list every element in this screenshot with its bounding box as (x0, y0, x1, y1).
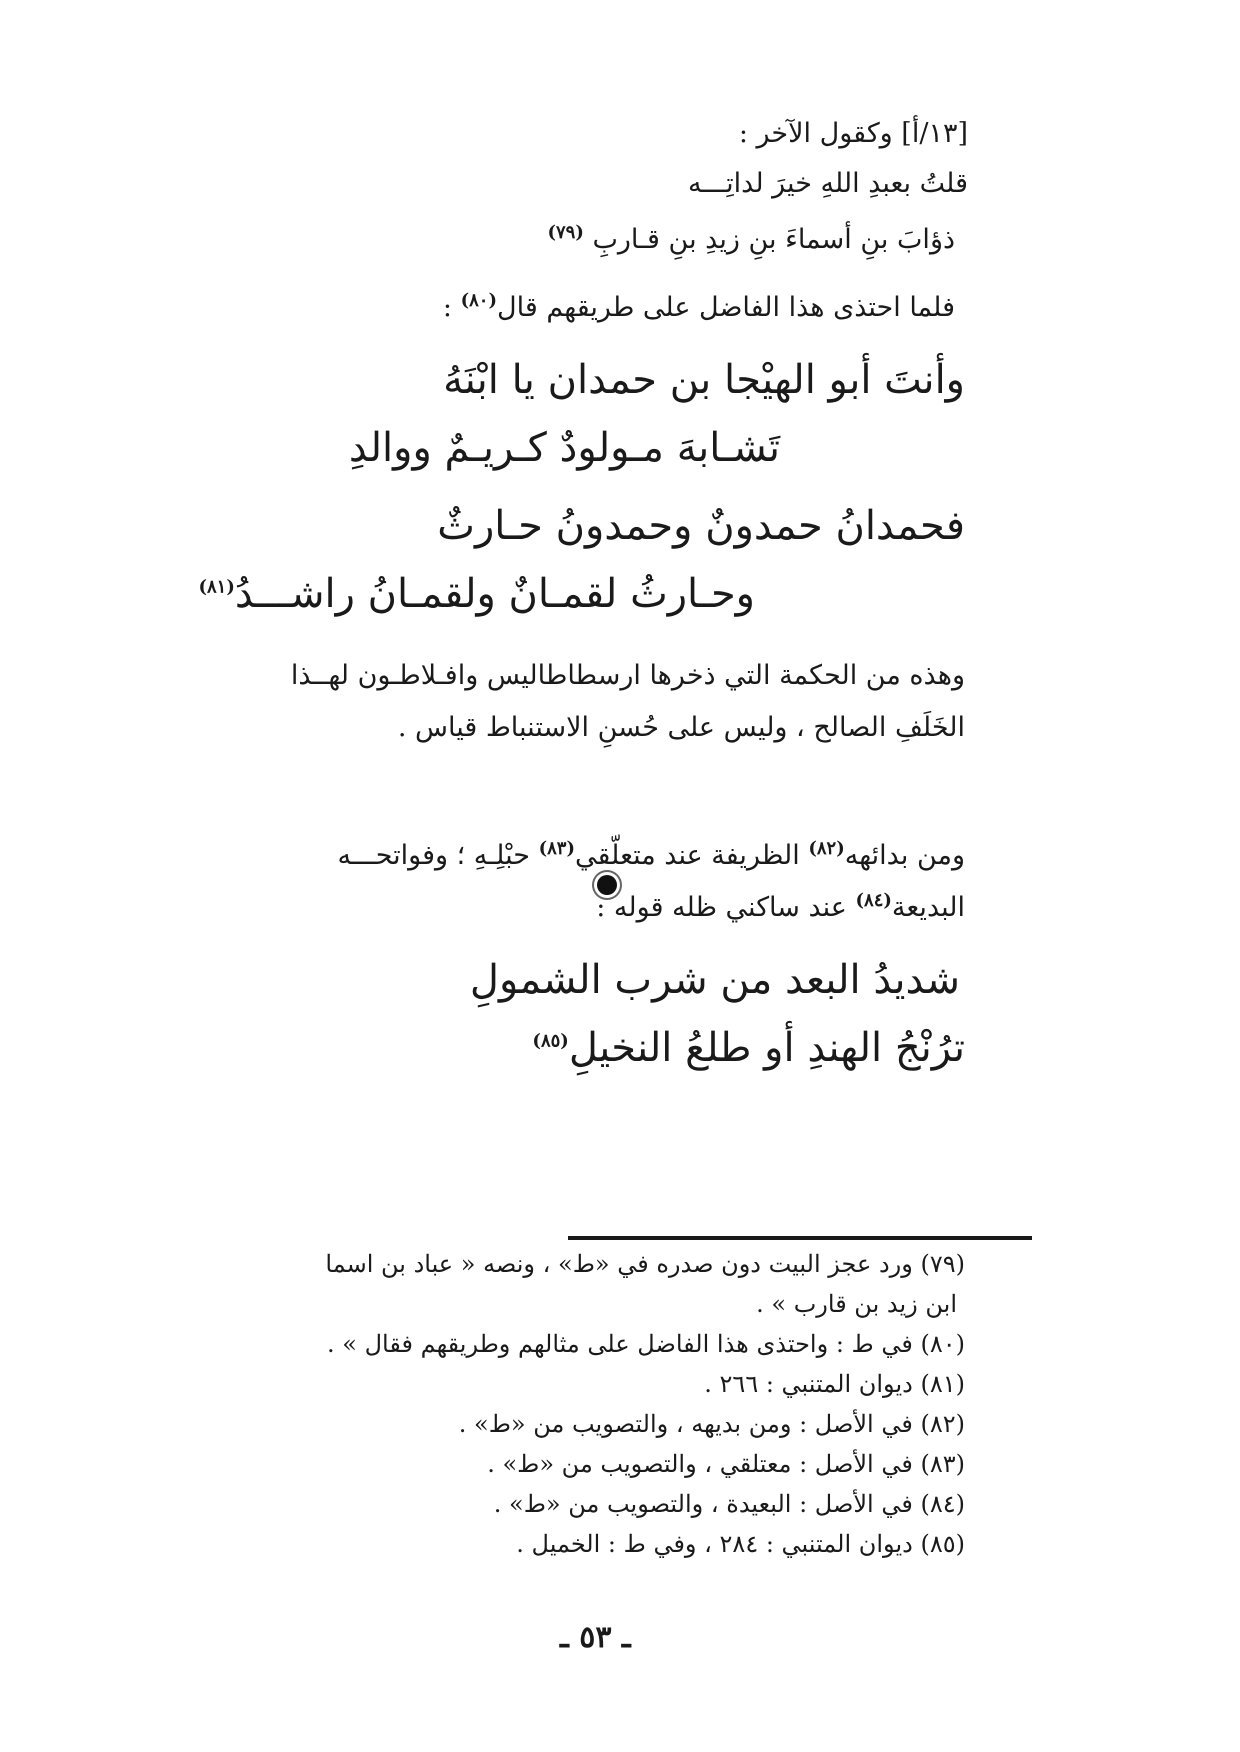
footnote-text: ورد عجز البيت دون صدره في «ط» ، ونصه « عباد بن اسما (325, 1250, 913, 1278)
footnote-text: ديوان المتنبي : ٢٦٦ . (704, 1370, 913, 1398)
footnote-83 (487, 1450, 965, 1479)
paragraph-2-text-1a: ومن بدائهه (844, 840, 965, 871)
footnote-text: في الأصل : معتلقي ، والتصويب من «ط» . (487, 1450, 913, 1478)
paragraph-1-line-2: الخَلَفِ الصالح ، وليس على حُسنِ الاستنباط قياس . (397, 712, 965, 743)
footnote-ref-81: (٨١) (198, 576, 235, 598)
paragraph-2-line-2 (596, 890, 965, 924)
verse-b-line-3: فحمدانُ حمدونٌ وحمدونُ حـارثٌ (437, 503, 965, 549)
footnote-80 (327, 1330, 965, 1359)
verse-b-line-2: تَشـابهَ مـولودٌ كـريـمٌ ووالدِ (348, 425, 780, 471)
verse-c-line-2 (532, 1024, 965, 1072)
footnote-81 (704, 1370, 965, 1399)
footnote-ref-79: (٧٩) (547, 222, 584, 243)
footnote-number: (٨٢) (920, 1410, 965, 1438)
footnote-ref-82: (٨٢) (808, 838, 845, 859)
footnote-ref-83: (٨٣) (538, 838, 575, 859)
paragraph-2-text-1b: الظريفة عند متعلّقي (574, 840, 800, 871)
intro-line (443, 290, 955, 324)
footnote-82 (459, 1410, 965, 1439)
footnote-number: (٨٠) (920, 1330, 965, 1358)
verse-b-line-1: وأنتَ أبو الهيْجا بن حمدان يا ابْنَهُ (443, 357, 965, 403)
verse-b-line-4-text: وحـارثُ لقمـانٌ ولقمـانُ راشـــدُ (234, 571, 755, 617)
footnote-number: (٧٩) (920, 1250, 965, 1278)
footnote-text: في ط : واحتذى هذا الفاضل على مثالهم وطريقهم فقال » . (327, 1330, 913, 1358)
verse-a-line-2-text: ذؤابَ بنِ أسماءَ بنِ زيدِ بنِ قـاربِ (592, 224, 955, 255)
paragraph-2-text-1c: حبْلِـهِ ؛ وفواتحـــه (337, 840, 530, 871)
footnote-ref-80: (٨٠) (460, 290, 497, 311)
footnote-number: (٨١) (920, 1370, 965, 1398)
footnote-text: ديوان المتنبي : ٢٨٤ ، وفي ط : الخميل . (516, 1530, 913, 1558)
footnote-84 (494, 1490, 965, 1519)
footnote-ref-85: (٨٥) (532, 1030, 569, 1052)
paragraph-2-text-2b: عند ساكني ظله قوله : (596, 892, 847, 923)
verse-a-line-1: قلتُ بعبدِ اللهِ خيرَ لداتِـــه (687, 168, 968, 199)
paragraph-1-line-1: وهذه من الحكمة التي ذخرها ارسطاطاليس وافـلاطـون لهــذا (290, 660, 965, 691)
section-heading: [١٣/أ] وكقول الآخر : (738, 118, 968, 149)
footnote-number: (٨٣) (920, 1450, 965, 1478)
verse-b-line-4 (198, 570, 755, 618)
verse-c-line-1: شديدُ البعد من شرب الشمولِ (469, 957, 960, 1003)
footnote-text: في الأصل : ومن بديهه ، والتصويب من «ط» . (458, 1410, 913, 1438)
verse-a-line-2 (547, 222, 955, 256)
page-number: ـ ٥٣ ـ (560, 1620, 631, 1655)
paragraph-2-line-1 (338, 838, 966, 872)
intro-colon: : (442, 292, 452, 323)
footnote-number: (٨٥) (920, 1530, 965, 1558)
verse-c-line-2-text: ترُنْجُ الهندِ أو طلعُ النخيلِ (568, 1025, 965, 1071)
footnote-number: (٨٤) (920, 1490, 965, 1518)
intro-text: فلما احتذى هذا الفاضل على طريقهم قال (497, 292, 955, 323)
footnote-79-continuation (756, 1290, 957, 1319)
paragraph-2-text-2a: البديعة (891, 892, 965, 923)
footnote-separator-rule (568, 1236, 1032, 1240)
footnote-85 (516, 1530, 965, 1559)
footnote-text: ابن زيد بن قارب » . (756, 1290, 957, 1318)
footnote-79 (325, 1250, 965, 1279)
footnote-text: في الأصل : البعيدة ، والتصويب من «ط» . (493, 1490, 913, 1518)
footnote-ref-84: (٨٤) (855, 890, 892, 911)
